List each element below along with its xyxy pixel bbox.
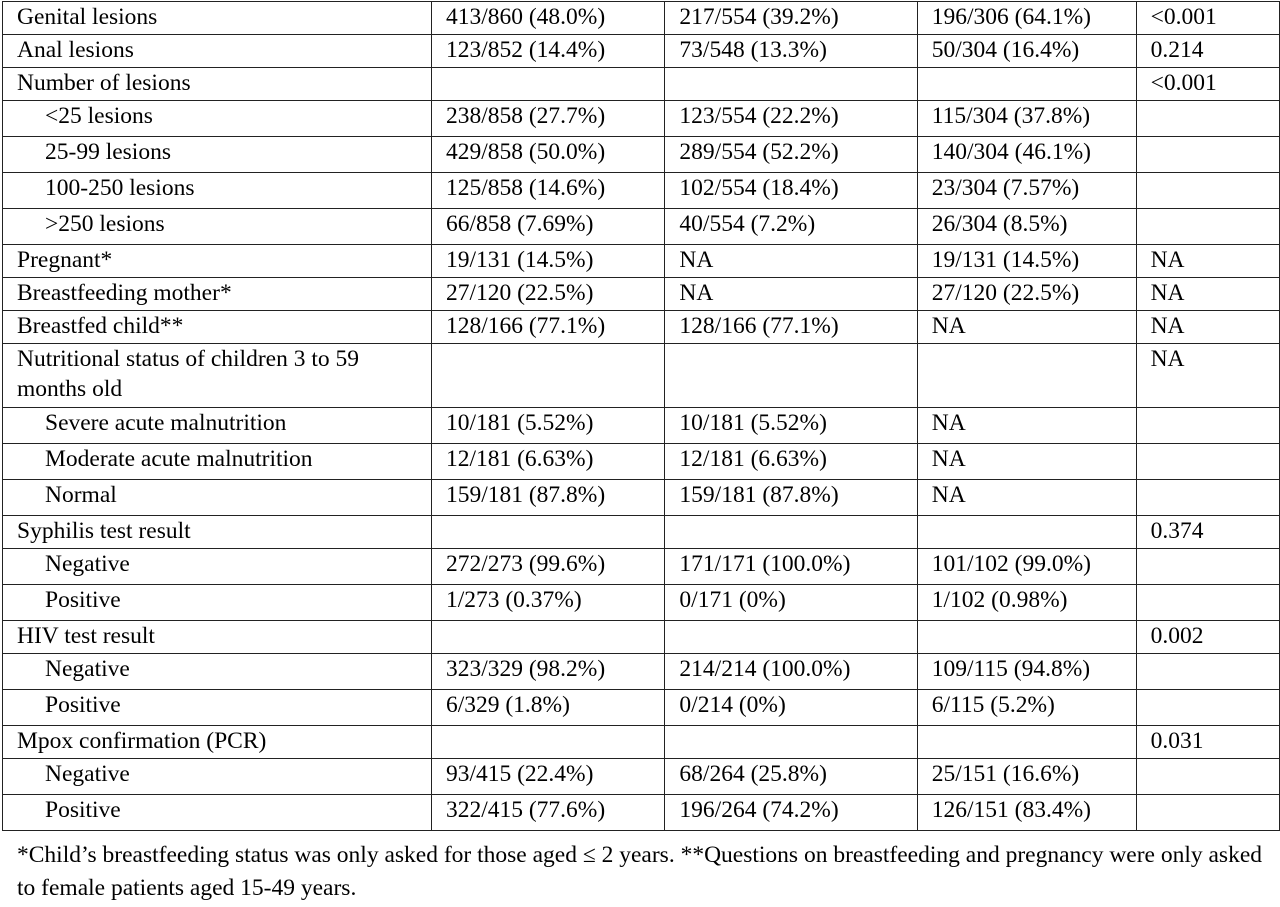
cell-group-1	[665, 621, 917, 654]
cell-total: 272/273 (99.6%)	[431, 549, 664, 585]
cell-p-value	[1136, 549, 1279, 585]
row-label: Mpox confirmation (PCR)	[3, 726, 432, 759]
table-row	[3, 101, 1280, 137]
row-label: Normal	[3, 480, 432, 516]
row-label: 25-99 lesions	[3, 137, 432, 173]
table-row	[3, 68, 1280, 101]
cell-group-2	[917, 344, 1136, 408]
cell-p-value	[1136, 444, 1279, 480]
table-row	[3, 137, 1280, 173]
cell-group-2: NA	[917, 480, 1136, 516]
cell-total: 123/852 (14.4%)	[431, 35, 664, 68]
results-table	[2, 1, 1280, 831]
cell-total: 10/181 (5.52%)	[431, 408, 664, 444]
cell-group-1	[665, 68, 917, 101]
cell-p-value: 0.214	[1136, 35, 1279, 68]
row-label: 100-250 lesions	[3, 173, 432, 209]
cell-total: 6/329 (1.8%)	[431, 690, 664, 726]
table-footnote: *Child’s breastfeeding status was only asked for those aged ≤ 2 years. **Questions on breastfeeding and pregnancy were only asked to female patients aged 15-49 years.	[17, 842, 1263, 901]
cell-p-value: NA	[1136, 278, 1279, 311]
table-row	[3, 35, 1280, 68]
cell-p-value	[1136, 173, 1279, 209]
cell-p-value	[1136, 101, 1279, 137]
cell-total: 322/415 (77.6%)	[431, 795, 664, 831]
cell-total: 429/858 (50.0%)	[431, 137, 664, 173]
row-label: Pregnant*	[3, 245, 432, 278]
table-row	[3, 795, 1280, 831]
cell-total	[431, 516, 664, 549]
cell-group-2: 23/304 (7.57%)	[917, 173, 1136, 209]
cell-group-2: 109/115 (94.8%)	[917, 654, 1136, 690]
row-label: HIV test result	[3, 621, 432, 654]
table-row	[3, 344, 1280, 408]
row-label: Negative	[3, 549, 432, 585]
cell-total: 66/858 (7.69%)	[431, 209, 664, 245]
cell-group-1: 73/548 (13.3%)	[665, 35, 917, 68]
cell-total: 238/858 (27.7%)	[431, 101, 664, 137]
row-label: Genital lesions	[3, 2, 432, 35]
cell-group-1	[665, 344, 917, 408]
table-row	[3, 173, 1280, 209]
cell-group-1: 289/554 (52.2%)	[665, 137, 917, 173]
cell-p-value: 0.002	[1136, 621, 1279, 654]
table-row	[3, 245, 1280, 278]
table-row	[3, 278, 1280, 311]
row-label: Number of lesions	[3, 68, 432, 101]
cell-group-2: NA	[917, 444, 1136, 480]
cell-group-2	[917, 621, 1136, 654]
row-label: Anal lesions	[3, 35, 432, 68]
row-label: Positive	[3, 795, 432, 831]
row-label: <25 lesions	[3, 101, 432, 137]
cell-group-1	[665, 726, 917, 759]
cell-group-2: 126/151 (83.4%)	[917, 795, 1136, 831]
table-row	[3, 444, 1280, 480]
cell-total: 125/858 (14.6%)	[431, 173, 664, 209]
row-label: Negative	[3, 759, 432, 795]
cell-group-1: NA	[665, 278, 917, 311]
cell-total	[431, 726, 664, 759]
cell-group-1: 128/166 (77.1%)	[665, 311, 917, 344]
cell-group-1: 0/171 (0%)	[665, 585, 917, 621]
cell-p-value	[1136, 759, 1279, 795]
cell-group-2: 50/304 (16.4%)	[917, 35, 1136, 68]
row-label: Breastfeeding mother*	[3, 278, 432, 311]
cell-group-2: 25/151 (16.6%)	[917, 759, 1136, 795]
cell-group-2	[917, 68, 1136, 101]
cell-group-2: 6/115 (5.2%)	[917, 690, 1136, 726]
cell-total: 12/181 (6.63%)	[431, 444, 664, 480]
table-row	[3, 516, 1280, 549]
cell-p-value: NA	[1136, 311, 1279, 344]
cell-group-1: 214/214 (100.0%)	[665, 654, 917, 690]
cell-p-value: <0.001	[1136, 68, 1279, 101]
cell-group-1: 40/554 (7.2%)	[665, 209, 917, 245]
cell-group-2	[917, 726, 1136, 759]
cell-total	[431, 621, 664, 654]
cell-total: 413/860 (48.0%)	[431, 2, 664, 35]
cell-total	[431, 344, 664, 408]
cell-group-2: 26/304 (8.5%)	[917, 209, 1136, 245]
row-label: Moderate acute malnutrition	[3, 444, 432, 480]
cell-p-value	[1136, 585, 1279, 621]
cell-group-1: 123/554 (22.2%)	[665, 101, 917, 137]
cell-total: 27/120 (22.5%)	[431, 278, 664, 311]
row-label: Nutritional status of children 3 to 59 months old	[3, 344, 432, 408]
cell-group-1: NA	[665, 245, 917, 278]
table-row	[3, 585, 1280, 621]
row-label: Severe acute malnutrition	[3, 408, 432, 444]
cell-p-value	[1136, 480, 1279, 516]
table-row	[3, 654, 1280, 690]
cell-p-value	[1136, 690, 1279, 726]
cell-p-value	[1136, 795, 1279, 831]
table-row	[3, 690, 1280, 726]
cell-group-1: 0/214 (0%)	[665, 690, 917, 726]
cell-p-value	[1136, 654, 1279, 690]
cell-total	[431, 68, 664, 101]
cell-p-value	[1136, 408, 1279, 444]
cell-group-2: 19/131 (14.5%)	[917, 245, 1136, 278]
results-table-container	[2, 1, 1280, 831]
cell-group-1: 196/264 (74.2%)	[665, 795, 917, 831]
cell-p-value: 0.031	[1136, 726, 1279, 759]
cell-group-2: 115/304 (37.8%)	[917, 101, 1136, 137]
cell-total: 323/329 (98.2%)	[431, 654, 664, 690]
cell-p-value: NA	[1136, 344, 1279, 408]
cell-total: 93/415 (22.4%)	[431, 759, 664, 795]
cell-total: 19/131 (14.5%)	[431, 245, 664, 278]
table-row	[3, 311, 1280, 344]
cell-group-2	[917, 516, 1136, 549]
cell-group-2: 27/120 (22.5%)	[917, 278, 1136, 311]
table-row	[3, 408, 1280, 444]
cell-group-1	[665, 516, 917, 549]
row-label: Negative	[3, 654, 432, 690]
cell-group-1: 68/264 (25.8%)	[665, 759, 917, 795]
row-label: Syphilis test result	[3, 516, 432, 549]
table-row	[3, 2, 1280, 35]
row-label: Breastfed child**	[3, 311, 432, 344]
table-row	[3, 621, 1280, 654]
table-row	[3, 549, 1280, 585]
table-row	[3, 480, 1280, 516]
cell-group-2: 196/306 (64.1%)	[917, 2, 1136, 35]
cell-group-1: 102/554 (18.4%)	[665, 173, 917, 209]
cell-p-value: NA	[1136, 245, 1279, 278]
cell-group-1: 12/181 (6.63%)	[665, 444, 917, 480]
cell-group-2: 1/102 (0.98%)	[917, 585, 1136, 621]
cell-group-1: 159/181 (87.8%)	[665, 480, 917, 516]
cell-group-1: 217/554 (39.2%)	[665, 2, 917, 35]
cell-p-value	[1136, 209, 1279, 245]
table-row	[3, 759, 1280, 795]
cell-group-2: NA	[917, 311, 1136, 344]
cell-group-1: 171/171 (100.0%)	[665, 549, 917, 585]
cell-group-2: 140/304 (46.1%)	[917, 137, 1136, 173]
table-body	[3, 2, 1280, 831]
row-label: Positive	[3, 585, 432, 621]
cell-group-2: 101/102 (99.0%)	[917, 549, 1136, 585]
table-row	[3, 209, 1280, 245]
cell-total: 1/273 (0.37%)	[431, 585, 664, 621]
row-label: >250 lesions	[3, 209, 432, 245]
table-row	[3, 726, 1280, 759]
cell-total: 128/166 (77.1%)	[431, 311, 664, 344]
cell-group-2: NA	[917, 408, 1136, 444]
cell-group-1: 10/181 (5.52%)	[665, 408, 917, 444]
cell-total: 159/181 (87.8%)	[431, 480, 664, 516]
row-label: Positive	[3, 690, 432, 726]
cell-p-value: <0.001	[1136, 2, 1279, 35]
cell-p-value: 0.374	[1136, 516, 1279, 549]
cell-p-value	[1136, 137, 1279, 173]
